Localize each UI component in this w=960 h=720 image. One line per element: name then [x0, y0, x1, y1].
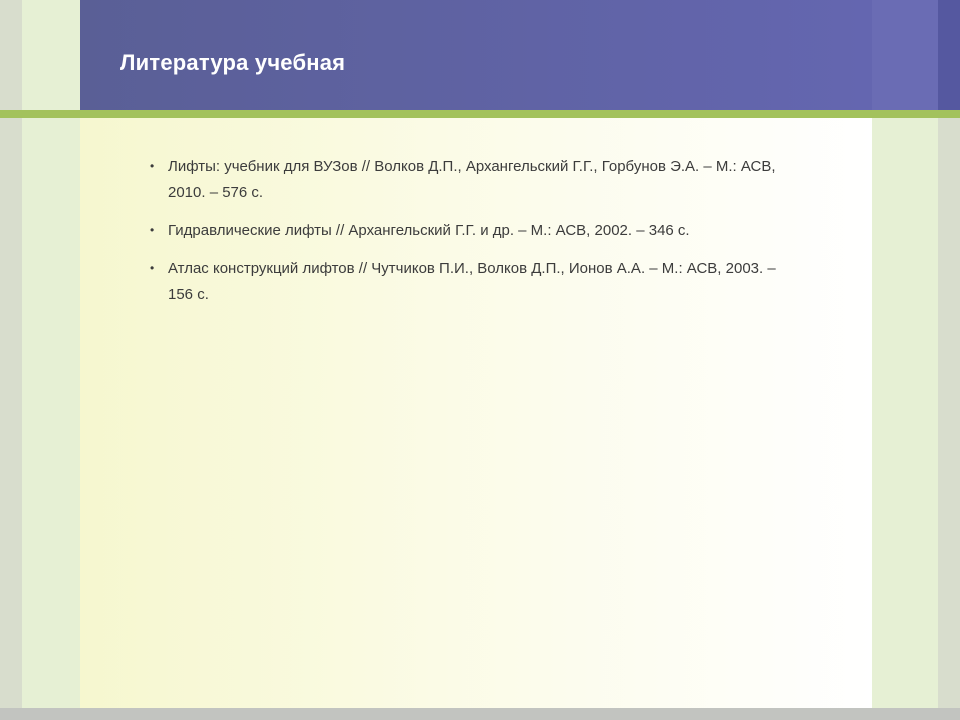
reference-item: [148, 154, 788, 206]
reference-item: [148, 256, 788, 308]
header-right-block: [872, 0, 938, 110]
bullet-icon: •: [150, 261, 155, 275]
reference-text: Лифты: учебник для ВУЗов // Волков Д.П., Архангельский Г.Г., Горбунов Э.А. – М.: АСВ, 2010. – 576 с.: [168, 158, 776, 201]
header-right-edge: [938, 0, 960, 110]
left-inner-column: [22, 0, 80, 720]
bottom-band: [0, 708, 960, 720]
bullet-icon: •: [150, 223, 155, 237]
header-left-edge: [0, 0, 22, 110]
reference-text: Гидравлические лифты // Архангельский Г.Г. и др. – М.: АСВ, 2002. – 346 с.: [168, 222, 690, 239]
accent-stripe: [0, 110, 960, 118]
slide-title: Литература учебная: [120, 50, 346, 75]
reference-text: Атлас конструкций лифтов // Чутчиков П.И., Волков Д.П., Ионов А.А. – М.: АСВ, 2003. – 156 с.: [168, 260, 776, 303]
reference-item: [148, 218, 788, 244]
bullet-icon: •: [150, 159, 155, 173]
reference-list: [148, 154, 788, 320]
